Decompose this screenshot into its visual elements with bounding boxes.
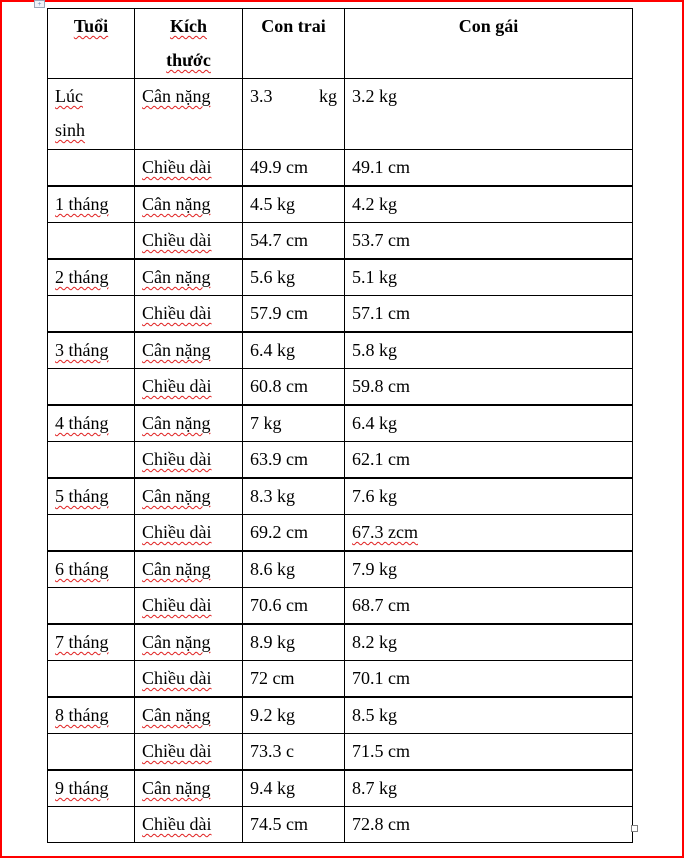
age-cell[interactable] (48, 661, 135, 698)
boy-cell[interactable]: 8.3 kg (243, 478, 345, 515)
girl-cell[interactable]: 72.8 cm (345, 807, 633, 843)
boy-cell[interactable]: 4.5 kg (243, 186, 345, 223)
girl-cell[interactable]: 59.8 cm (345, 369, 633, 406)
age-cell[interactable]: 8 tháng (48, 697, 135, 734)
girl-cell[interactable]: 8.2 kg (345, 624, 633, 661)
boy-cell[interactable]: 49.9 cm (243, 150, 345, 187)
measure-cell[interactable]: Cân nặng (135, 259, 243, 296)
table-row (48, 807, 633, 843)
girl-cell[interactable]: 3.2 kg (345, 79, 633, 150)
girl-cell[interactable]: 67.3 zcm (345, 515, 633, 552)
girl-cell[interactable]: 5.8 kg (345, 332, 633, 369)
table-row (48, 332, 633, 369)
age-cell[interactable]: 6 tháng (48, 551, 135, 588)
measure-cell[interactable]: Chiều dài (135, 661, 243, 698)
measure-cell[interactable]: Chiều dài (135, 807, 243, 843)
table-header-row (48, 9, 633, 79)
table-row (48, 259, 633, 296)
header-girl: Con gái (345, 9, 633, 79)
measure-cell[interactable]: Chiều dài (135, 296, 243, 333)
measure-cell[interactable]: Cân nặng (135, 697, 243, 734)
age-cell[interactable] (48, 150, 135, 187)
measure-cell[interactable]: Cân nặng (135, 405, 243, 442)
girl-cell[interactable]: 4.2 kg (345, 186, 633, 223)
measure-cell[interactable]: Cân nặng (135, 478, 243, 515)
girl-cell[interactable]: 5.1 kg (345, 259, 633, 296)
boy-cell[interactable]: 72 cm (243, 661, 345, 698)
age-cell[interactable]: 3 tháng (48, 332, 135, 369)
table-row (48, 551, 633, 588)
boy-cell[interactable]: 69.2 cm (243, 515, 345, 552)
age-cell[interactable] (48, 515, 135, 552)
measure-cell[interactable]: Chiều dài (135, 150, 243, 187)
table-row (48, 186, 633, 223)
table-row (48, 515, 633, 552)
measure-cell[interactable]: Chiều dài (135, 223, 243, 260)
table-row (48, 79, 633, 150)
age-cell[interactable]: 5 tháng (48, 478, 135, 515)
girl-cell[interactable]: 53.7 cm (345, 223, 633, 260)
table-row (48, 223, 633, 260)
boy-cell[interactable]: 57.9 cm (243, 296, 345, 333)
measure-cell[interactable]: Chiều dài (135, 515, 243, 552)
measure-cell[interactable]: Cân nặng (135, 332, 243, 369)
header-measure: Kích thước (135, 9, 243, 79)
girl-cell[interactable]: 49.1 cm (345, 150, 633, 187)
girl-cell[interactable]: 57.1 cm (345, 296, 633, 333)
girl-cell[interactable]: 8.5 kg (345, 697, 633, 734)
girl-cell[interactable]: 62.1 cm (345, 442, 633, 479)
boy-cell[interactable]: 74.5 cm (243, 807, 345, 843)
boy-cell[interactable]: 7 kg (243, 405, 345, 442)
boy-cell[interactable]: 8.6 kg (243, 551, 345, 588)
age-cell[interactable] (48, 296, 135, 333)
age-cell[interactable] (48, 734, 135, 771)
table-row (48, 734, 633, 771)
boy-cell[interactable]: 73.3 c (243, 734, 345, 771)
measure-cell[interactable]: Cân nặng (135, 186, 243, 223)
header-age: Tuổi (48, 9, 135, 79)
age-cell[interactable]: 9 tháng (48, 770, 135, 807)
table-row (48, 478, 633, 515)
boy-cell[interactable]: 3.3 kg (243, 79, 345, 150)
header-boy: Con trai (243, 9, 345, 79)
girl-cell[interactable]: 7.6 kg (345, 478, 633, 515)
measure-cell[interactable]: Cân nặng (135, 79, 243, 150)
table-row (48, 296, 633, 333)
table-row (48, 369, 633, 406)
girl-cell[interactable]: 70.1 cm (345, 661, 633, 698)
age-cell[interactable] (48, 807, 135, 843)
age-cell[interactable] (48, 442, 135, 479)
boy-cell[interactable]: 9.4 kg (243, 770, 345, 807)
boy-cell[interactable]: 63.9 cm (243, 442, 345, 479)
measure-cell[interactable]: Chiều dài (135, 442, 243, 479)
table-resize-handle-icon[interactable] (631, 825, 638, 832)
table-row (48, 442, 633, 479)
girl-cell[interactable]: 8.7 kg (345, 770, 633, 807)
measure-cell[interactable]: Chiều dài (135, 588, 243, 625)
measure-cell[interactable]: Cân nặng (135, 624, 243, 661)
growth-table (47, 8, 633, 843)
table-row (48, 624, 633, 661)
age-cell[interactable]: 1 tháng (48, 186, 135, 223)
measure-cell[interactable]: Chiều dài (135, 734, 243, 771)
age-cell[interactable] (48, 369, 135, 406)
boy-cell[interactable]: 70.6 cm (243, 588, 345, 625)
table-row (48, 661, 633, 698)
table-row (48, 770, 633, 807)
boy-cell[interactable]: 60.8 cm (243, 369, 345, 406)
table-move-handle-icon[interactable]: + (34, 0, 45, 8)
boy-cell[interactable]: 5.6 kg (243, 259, 345, 296)
boy-cell[interactable]: 8.9 kg (243, 624, 345, 661)
table-row (48, 405, 633, 442)
age-cell[interactable]: 4 tháng (48, 405, 135, 442)
table-row (48, 150, 633, 187)
age-cell[interactable]: 2 tháng (48, 259, 135, 296)
measure-cell[interactable]: Chiều dài (135, 369, 243, 406)
boy-cell[interactable]: 6.4 kg (243, 332, 345, 369)
measure-cell[interactable]: Cân nặng (135, 770, 243, 807)
boy-cell[interactable]: 54.7 cm (243, 223, 345, 260)
age-cell[interactable]: Lúc sinh (48, 79, 135, 150)
girl-cell[interactable]: 71.5 cm (345, 734, 633, 771)
girl-cell[interactable]: 68.7 cm (345, 588, 633, 625)
measure-cell[interactable]: Cân nặng (135, 551, 243, 588)
girl-cell[interactable]: 6.4 kg (345, 405, 633, 442)
age-cell[interactable]: 7 tháng (48, 624, 135, 661)
table-row (48, 697, 633, 734)
boy-cell[interactable]: 9.2 kg (243, 697, 345, 734)
age-cell[interactable] (48, 223, 135, 260)
age-cell[interactable] (48, 588, 135, 625)
girl-cell[interactable]: 7.9 kg (345, 551, 633, 588)
table-row (48, 588, 633, 625)
